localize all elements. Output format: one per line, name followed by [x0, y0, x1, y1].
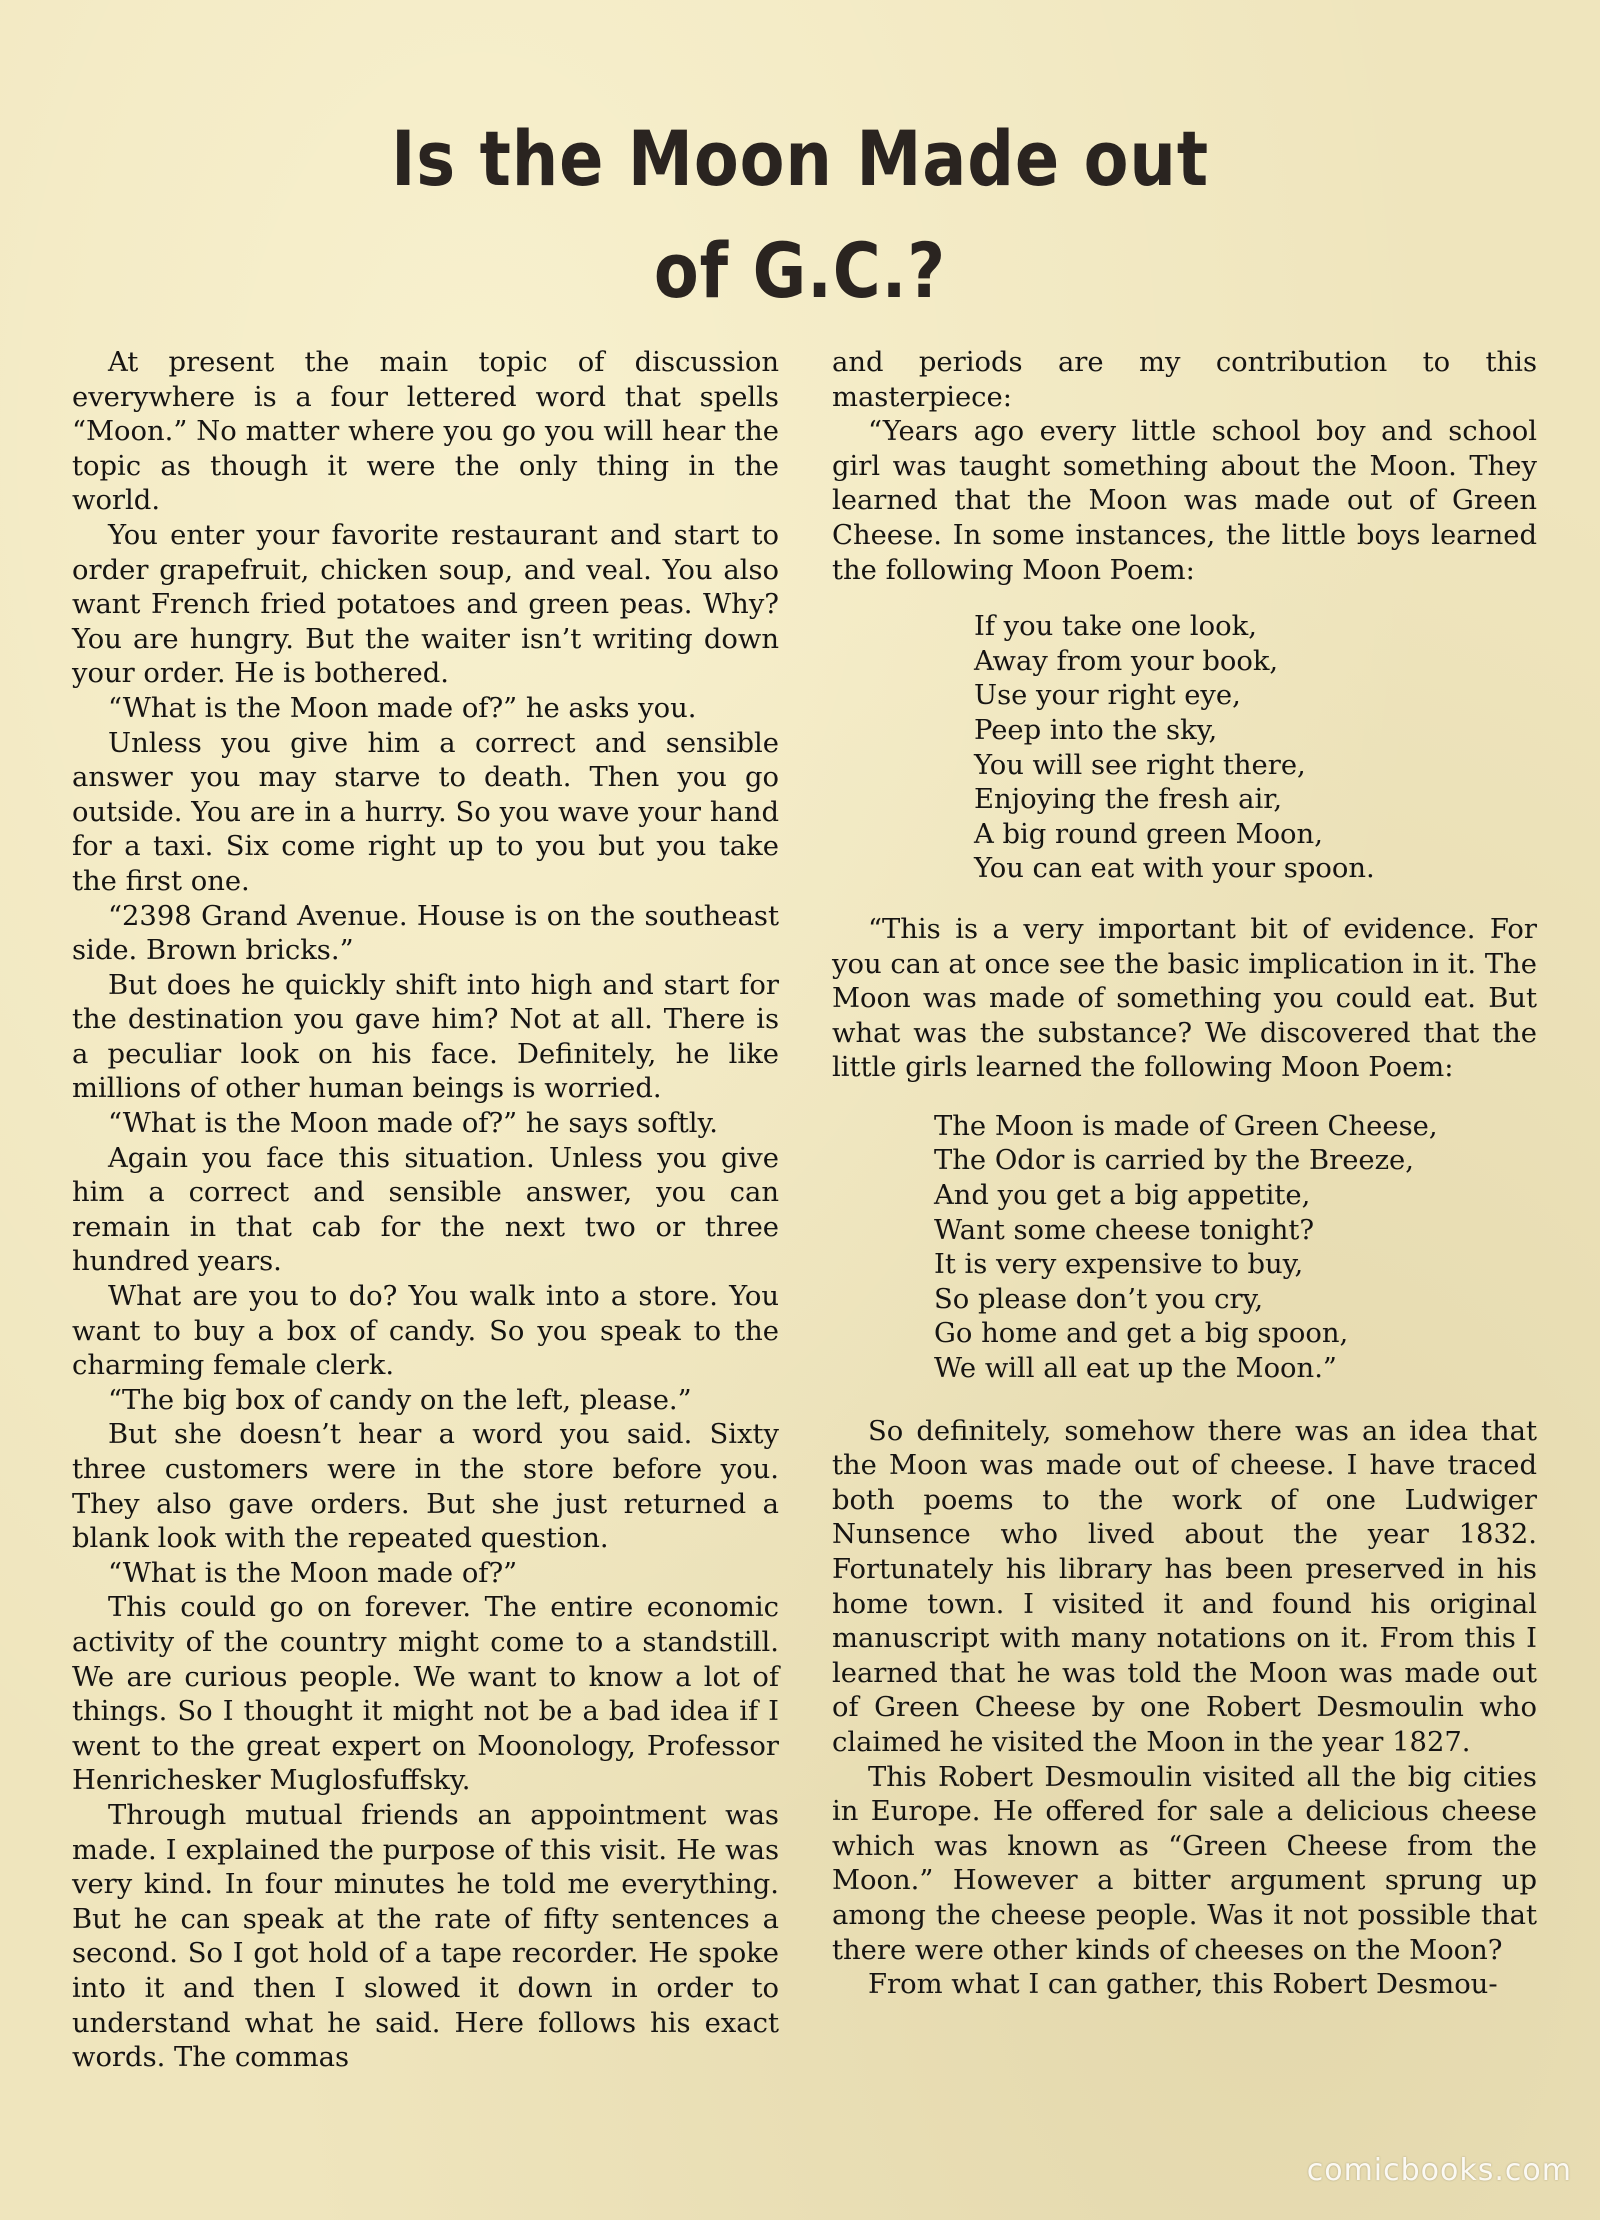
- poem-line: It is very expensive to buy,: [934, 1249, 1304, 1281]
- left-column: [72, 346, 779, 2076]
- poem-line: So please don’t you cry,: [934, 1283, 1264, 1315]
- paragraph: This could go on forever. The entire economic activity of the country might come to a standstill. We are curious people. We want to know a lot of things. So I thought it might not be a bad idea if I went to the great expert on Moonology, Professor Henrichesker Muglosfuffsky.: [72, 1592, 779, 1797]
- girls-moon-poem: [832, 1110, 1537, 1387]
- paragraph: But she doesn’t hear a word you said. Sixty three customers were in the store before you. They also gave orders. But she just returned a blank look with the repeated question.: [72, 1419, 779, 1555]
- paragraph: What are you to do? You walk into a store. You want to buy a box of candy. So you speak to the charming female clerk.: [72, 1281, 779, 1382]
- paragraph: You enter your favorite restaurant and start to order grapefruit, chicken soup, and veal. You also want French fried potatoes and green peas. Why? You are hungry. But the waiter isn’t writing down your order. He is bothered.: [72, 519, 779, 690]
- poem-line: You will see right there,: [974, 749, 1306, 781]
- page-title: [0, 103, 1600, 327]
- paragraph: Again you face this situation. Unless you give him a correct and sensible answer, you can remain in that cab for the next two or three hundred years.: [72, 1142, 779, 1278]
- title-line-1: Is the Moon Made out: [391, 113, 1209, 203]
- poem-line: And you get a big appetite,: [934, 1180, 1311, 1212]
- paragraph: Unless you give him a correct and sensible answer you may starve to death. Then you go outside. You are in a hurry. So you wave your hand for a taxi. Six come right up to you but you take the first one.: [72, 727, 779, 897]
- paragraph: This Robert Desmoulin visited all the big cities in Europe. He offered for sale a delicious cheese which was known as “Green Cheese from the Moon.” However a bitter argument sprung up among the cheese people. Was it not possible that there were other kinds of cheeses on the Moon?: [832, 1761, 1537, 1966]
- paragraph: “This is a very important bit of evidence. For you can at once see the basic implication in it. The Moon was made of something you could eat. But what was the substance? We discovered that the little girls learned the following Moon Poem:: [832, 913, 1537, 1084]
- boys-moon-poem: [832, 610, 1537, 887]
- poem-line: Go home and get a big spoon,: [934, 1318, 1349, 1350]
- site-watermark: comicbooks.com: [1306, 2153, 1572, 2188]
- paragraph: “What is the Moon made of?” he asks you.: [108, 692, 697, 724]
- paragraph: “What is the Moon made of?”: [108, 1557, 518, 1589]
- paragraph: “2398 Grand Avenue. House is on the southeast side. Brown bricks.”: [72, 900, 779, 967]
- poem-line: The Odor is carried by the Breeze,: [934, 1145, 1414, 1177]
- poem-line: A big round green Moon,: [974, 818, 1323, 850]
- paragraph: “Years ago every little school boy and school girl was taught something about the Moon. They learned that the Moon was made out of Green Cheese. In some instances, the little boys learned the following Moon Poem:: [832, 416, 1537, 586]
- right-column: [832, 346, 1537, 2003]
- poem-line: Use your right eye,: [974, 680, 1241, 712]
- poem-line: Want some cheese tonight?: [934, 1214, 1315, 1246]
- title-line-2: of G.C.?: [653, 225, 947, 315]
- poem-line: The Moon is made of Green Cheese,: [934, 1110, 1438, 1142]
- paragraph: From what I can gather, this Robert Desmou-: [868, 1969, 1498, 2001]
- paragraph: and periods are my contribution to this masterpiece:: [832, 347, 1537, 413]
- paragraph: At present the main topic of discussion everywhere is a four lettered word that spells “Moon.” No matter where you go you will hear the topic as though it were the only thing in the world.: [72, 347, 779, 517]
- paragraph: “The big box of candy on the left, please.”: [108, 1384, 692, 1416]
- poem-line: Peep into the sky,: [974, 714, 1218, 746]
- poem-line: Away from your book,: [974, 645, 1279, 677]
- paragraph: “What is the Moon made of?” he says softly.: [108, 1108, 719, 1140]
- paragraph: Through mutual friends an appointment was made. I explained the purpose of this visit. He was very kind. In four minutes he told me everything. But he can speak at the rate of fifty sentences a second. So I got hold of a tape recorder. He spoke into it and then I slowed it down in order to understand what he said. Here follows his exact words. The commas: [72, 1799, 779, 2074]
- poem-line: We will all eat up the Moon.”: [934, 1353, 1337, 1385]
- poem-line: You can eat with your spoon.: [974, 853, 1375, 885]
- paragraph: So definitely, somehow there was an idea that the Moon was made out of cheese. I have traced both poems to the work of one Ludwiger Nunsence who lived about the year 1832. Fortunately his library has been preserved in his home town. I visited it and found his original manuscript with many notations on it. From this I learned that he was told the Moon was made out of Green Cheese by one Robert Desmoulin who claimed he visited the Moon in the year 1827.: [832, 1415, 1537, 1758]
- paragraph: But does he quickly shift into high and start for the destination you gave him? Not at all. There is a peculiar look on his face. Definitely, he like millions of other human beings is worried.: [72, 969, 779, 1105]
- poem-line: Enjoying the fresh air,: [974, 784, 1283, 816]
- poem-line: If you take one look,: [974, 611, 1257, 643]
